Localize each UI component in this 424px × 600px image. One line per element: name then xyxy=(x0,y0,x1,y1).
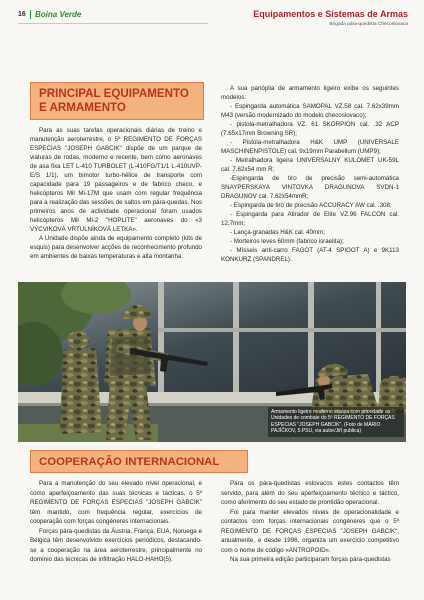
weapon-item: - Mísseis anti-carro FAGOT (AT-4 SPIGOT A) e 9K113 KONKURZ (SPANDREL). xyxy=(221,247,399,263)
weapon-item: - Espingarda para Atirador de Elite VZ.96 FALCON cal. 12,7mm; xyxy=(221,211,399,227)
section1-right-column xyxy=(221,84,399,264)
weapon-item: - Espingarda automática SAMOPAL VZ.58 cal. 7.62x39mm M43 (versão modernizado do modelo checoslovaco); xyxy=(221,103,399,119)
weapon-item: - Pistola-metralhadora H&K UMP (UNIVERSALE MASCHINENPISTOLE) cal. 9x19mm Parabellum (UMP9); xyxy=(221,139,399,155)
paragraph: Para a manutenção do seu elevado nível operacional, e como aperfeiçoamento das suas técnicas e tácticas, o 5º REGIMENTO DE FORÇAS ESPECIAS "JOSEPH GABCIK" têm mantido, com frequência regular, exercícios de cooperação com forças congéneres internacionais. xyxy=(30,480,202,525)
paragraph: Foi para manter elevados níveis de operacionalidade e contactos com forças internacionais congéneres que o 5º REGIMENTO DE FORÇAS ESPECIAS "JOSEPH GABCIK", anualmente, e desde 1996, organiza um exercício competitivo com o nome de código «ANTROPOID». xyxy=(221,508,399,554)
magazine-name: Boina Verde xyxy=(30,10,81,19)
section2-right-column xyxy=(221,479,399,565)
page-number: 16 xyxy=(18,11,26,18)
title-equipamento-armamento: PRINCIPAL EQUIPAMENTO E ARMAMENTO xyxy=(30,82,204,120)
paragraph: Na sua primeira edição participaram forças pára-quedistas xyxy=(230,556,391,563)
section-heading: Equipamentos e Sistemas de Armas xyxy=(253,9,408,19)
section1-left-column xyxy=(30,126,202,261)
weapon-item: - pistola-metralhadora VZ. 61 SKORPION cal. .32 ACP (7.65x17mm Browning SR); xyxy=(221,121,399,137)
header-rule xyxy=(18,23,208,24)
paragraph: A Unidade dispõe ainda de equipamento completo (kits de esquis) para desenvolver acções de reconhecimento profundo em ambientes de baixas temperaturas e alta montanha. xyxy=(30,235,202,260)
weapon-item: -Espingarda de tiro de precisão semi-automática SNAYPERSKAYA VINTOVKA DRAGUNOVA SVDN-1 DRAGUNOV cal. 7.62x54mmR; xyxy=(221,175,399,200)
paragraph: Para os pára-quedistas eslovacos estes contactos têm servido, para além do seu aperfeiçoamento técnico e táctico, como aferimento do seu estado de prontidão operacional. xyxy=(221,480,399,506)
weapon-item: - Metralhadora ligeira UNIVERSALNY KULOMET UK-59L cal. 7.62x54 mm R; xyxy=(221,157,399,173)
weapons-intro: A sua panóplia de armamento ligeiro exibe os seguintes modelos: xyxy=(221,85,399,101)
paragraph: Forças pára-quedistas da Áustria, França, EUA, Noruega e Bélgica têm desenvolvido exercícios periódicos, destacando-se a cooperação na área aeroterrestre, principalmente no domínio das técnicas de infiltração HALO-HAHO(5). xyxy=(30,527,202,563)
weapon-item: - Lança-granadas H&K cal. 40mm; xyxy=(230,229,325,236)
photo-caption: Armamento ligeiro moderno equipa com prioridade as Unidades de combate do 5º REGIMENTO DE FORÇAS ESPECIAS "JOSEPH GABCIK". (Foto de MÁRIO PAJÍČKOV, 5.PSU, via autor/Jiří publica) xyxy=(268,407,404,437)
weapon-item: - Morteiros leves 60mm (fabrico israelita); xyxy=(230,238,344,245)
paragraph: Para as suas tarefas operacionais diárias de treino e manutenção aeroterrestre, o 5º REGIMENTO DE FORÇAS ESPECIAS "JOSEPH GABCIK" dispõe de um parque de viaturas de rodas, moderno e recente, bem como aeronaves de asa fixa LET L-410 TURBOLET (L-410FG/T1/1 L-410UVP-E/S 1/1), um bimotor turbo-hélice de transporte com capacidade para 19 passageiros e de fabrico checo, e helicópteros Mil Mi-17M que usam com regular frequência para a realização das sessões de saltos em pára-quedas. Nos primeiros anos de actividade operacional foram usados helicópteros Mil Mi-2 "HOPLITE" aeronaves do «3 VÝCVIKOVÁ VRTULNÍKOVÁ LETKA». xyxy=(30,127,202,233)
weapon-item: - Espingarda de tiro de precisão ACCURACY AW cal. .308; xyxy=(230,202,392,209)
title-cooperacao-internacional: COOPERAÇÃO INTERNACIONAL xyxy=(30,450,248,473)
section-subheading: Brigada pára-quedista Checoslovaca xyxy=(329,22,408,27)
section2-left-column xyxy=(30,479,202,565)
